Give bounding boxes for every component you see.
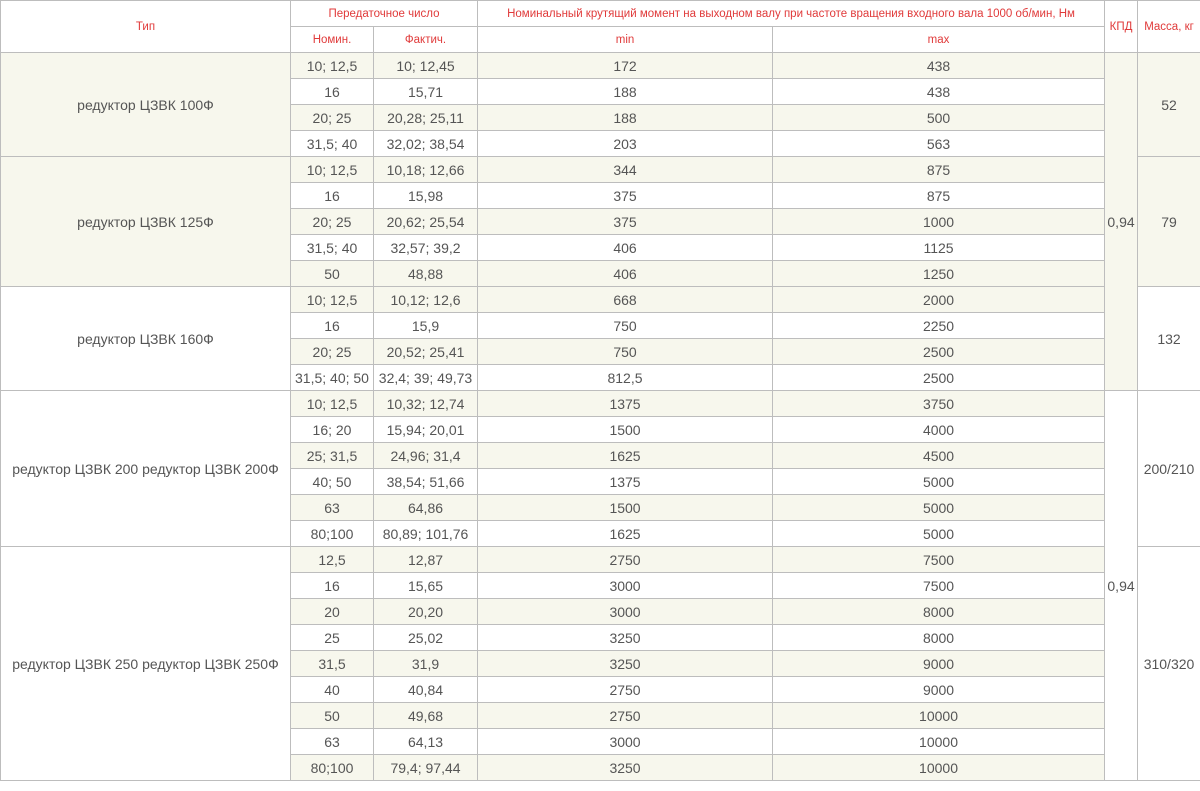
torque-min-cell: 1375: [478, 391, 773, 417]
nominal-ratio-cell: 16: [291, 313, 374, 339]
header-efficiency: КПД: [1105, 1, 1138, 53]
nominal-ratio-cell: 63: [291, 729, 374, 755]
actual-ratio-cell: 32,4; 39; 49,73: [374, 365, 478, 391]
mass-cell: 52: [1138, 53, 1200, 157]
torque-min-cell: 2750: [478, 547, 773, 573]
torque-max-cell: 438: [773, 53, 1105, 79]
nominal-ratio-cell: 31,5; 40; 50: [291, 365, 374, 391]
table-row: [1, 157, 1200, 183]
torque-min-cell: 3250: [478, 755, 773, 781]
torque-max-cell: 5000: [773, 495, 1105, 521]
actual-ratio-cell: 20,20: [374, 599, 478, 625]
torque-min-cell: 3000: [478, 573, 773, 599]
torque-max-cell: 1125: [773, 235, 1105, 261]
torque-max-cell: 7500: [773, 547, 1105, 573]
header-actual: Фактич.: [374, 27, 478, 53]
nominal-ratio-cell: 20; 25: [291, 209, 374, 235]
torque-max-cell: 4000: [773, 417, 1105, 443]
torque-max-cell: 438: [773, 79, 1105, 105]
efficiency-cell: 0,94: [1105, 53, 1138, 391]
actual-ratio-cell: 15,98: [374, 183, 478, 209]
actual-ratio-cell: 32,02; 38,54: [374, 131, 478, 157]
torque-max-cell: 10000: [773, 729, 1105, 755]
torque-min-cell: 375: [478, 183, 773, 209]
header-torque: Номинальный крутящий момент на выходном валу при частоте вращения входного вала 1000 об/мин, Нм: [478, 1, 1105, 27]
header-min: min: [478, 27, 773, 53]
mass-cell: 310/320: [1138, 547, 1200, 781]
nominal-ratio-cell: 10; 12,5: [291, 287, 374, 313]
actual-ratio-cell: 38,54; 51,66: [374, 469, 478, 495]
torque-max-cell: 10000: [773, 755, 1105, 781]
torque-min-cell: 172: [478, 53, 773, 79]
actual-ratio-cell: 10,18; 12,66: [374, 157, 478, 183]
torque-min-cell: 1625: [478, 443, 773, 469]
nominal-ratio-cell: 63: [291, 495, 374, 521]
torque-min-cell: 344: [478, 157, 773, 183]
reducer-type-cell: редуктор ЦЗВК 250 редуктор ЦЗВК 250Ф: [1, 547, 291, 781]
torque-max-cell: 2500: [773, 365, 1105, 391]
nominal-ratio-cell: 50: [291, 261, 374, 287]
actual-ratio-cell: 10,32; 12,74: [374, 391, 478, 417]
nominal-ratio-cell: 20; 25: [291, 339, 374, 365]
torque-min-cell: 812,5: [478, 365, 773, 391]
nominal-ratio-cell: 16: [291, 183, 374, 209]
torque-min-cell: 188: [478, 79, 773, 105]
nominal-ratio-cell: 10; 12,5: [291, 53, 374, 79]
actual-ratio-cell: 49,68: [374, 703, 478, 729]
nominal-ratio-cell: 80;100: [291, 521, 374, 547]
actual-ratio-cell: 12,87: [374, 547, 478, 573]
torque-min-cell: 1500: [478, 495, 773, 521]
table-row: [1, 287, 1200, 313]
reducer-type-cell: редуктор ЦЗВК 125Ф: [1, 157, 291, 287]
nominal-ratio-cell: 10; 12,5: [291, 157, 374, 183]
torque-max-cell: 2000: [773, 287, 1105, 313]
torque-min-cell: 1625: [478, 521, 773, 547]
nominal-ratio-cell: 20: [291, 599, 374, 625]
actual-ratio-cell: 25,02: [374, 625, 478, 651]
torque-max-cell: 5000: [773, 469, 1105, 495]
torque-min-cell: 406: [478, 235, 773, 261]
torque-min-cell: 203: [478, 131, 773, 157]
header-max: max: [773, 27, 1105, 53]
reducer-type-cell: редуктор ЦЗВК 160Ф: [1, 287, 291, 391]
torque-min-cell: 668: [478, 287, 773, 313]
torque-min-cell: 1500: [478, 417, 773, 443]
mass-cell: 200/210: [1138, 391, 1200, 547]
torque-min-cell: 2750: [478, 703, 773, 729]
actual-ratio-cell: 31,9: [374, 651, 478, 677]
actual-ratio-cell: 48,88: [374, 261, 478, 287]
torque-min-cell: 1375: [478, 469, 773, 495]
nominal-ratio-cell: 12,5: [291, 547, 374, 573]
torque-min-cell: 750: [478, 339, 773, 365]
nominal-ratio-cell: 16: [291, 79, 374, 105]
torque-min-cell: 750: [478, 313, 773, 339]
actual-ratio-cell: 80,89; 101,76: [374, 521, 478, 547]
torque-max-cell: 875: [773, 157, 1105, 183]
header-type: Тип: [1, 1, 291, 53]
actual-ratio-cell: 15,71: [374, 79, 478, 105]
torque-max-cell: 9000: [773, 651, 1105, 677]
nominal-ratio-cell: 20; 25: [291, 105, 374, 131]
nominal-ratio-cell: 25; 31,5: [291, 443, 374, 469]
torque-max-cell: 3750: [773, 391, 1105, 417]
nominal-ratio-cell: 40: [291, 677, 374, 703]
header-gear-ratio: Передаточное число: [291, 1, 478, 27]
torque-max-cell: 10000: [773, 703, 1105, 729]
nominal-ratio-cell: 31,5; 40: [291, 131, 374, 157]
reducer-type-cell: редуктор ЦЗВК 200 редуктор ЦЗВК 200Ф: [1, 391, 291, 547]
actual-ratio-cell: 64,13: [374, 729, 478, 755]
actual-ratio-cell: 15,94; 20,01: [374, 417, 478, 443]
torque-max-cell: 1250: [773, 261, 1105, 287]
header-mass: Масса, кг: [1138, 1, 1200, 53]
torque-min-cell: 188: [478, 105, 773, 131]
torque-min-cell: 3250: [478, 625, 773, 651]
mass-cell: 132: [1138, 287, 1200, 391]
actual-ratio-cell: 20,28; 25,11: [374, 105, 478, 131]
efficiency-cell: 0,94: [1105, 391, 1138, 781]
nominal-ratio-cell: 40; 50: [291, 469, 374, 495]
actual-ratio-cell: 20,62; 25,54: [374, 209, 478, 235]
torque-max-cell: 8000: [773, 599, 1105, 625]
torque-max-cell: 4500: [773, 443, 1105, 469]
torque-max-cell: 1000: [773, 209, 1105, 235]
torque-min-cell: 406: [478, 261, 773, 287]
actual-ratio-cell: 40,84: [374, 677, 478, 703]
actual-ratio-cell: 10; 12,45: [374, 53, 478, 79]
torque-max-cell: 5000: [773, 521, 1105, 547]
torque-min-cell: 3000: [478, 729, 773, 755]
actual-ratio-cell: 20,52; 25,41: [374, 339, 478, 365]
torque-max-cell: 875: [773, 183, 1105, 209]
torque-max-cell: 7500: [773, 573, 1105, 599]
torque-max-cell: 9000: [773, 677, 1105, 703]
torque-max-cell: 2500: [773, 339, 1105, 365]
torque-max-cell: 2250: [773, 313, 1105, 339]
table-row: [1, 53, 1200, 79]
nominal-ratio-cell: 31,5: [291, 651, 374, 677]
torque-max-cell: 500: [773, 105, 1105, 131]
nominal-ratio-cell: 16: [291, 573, 374, 599]
torque-max-cell: 563: [773, 131, 1105, 157]
header-row: [1, 1, 1200, 27]
reducer-type-cell: редуктор ЦЗВК 100Ф: [1, 53, 291, 157]
actual-ratio-cell: 32,57; 39,2: [374, 235, 478, 261]
torque-min-cell: 375: [478, 209, 773, 235]
torque-min-cell: 3250: [478, 651, 773, 677]
nominal-ratio-cell: 80;100: [291, 755, 374, 781]
nominal-ratio-cell: 10; 12,5: [291, 391, 374, 417]
nominal-ratio-cell: 50: [291, 703, 374, 729]
actual-ratio-cell: 15,9: [374, 313, 478, 339]
torque-min-cell: 2750: [478, 677, 773, 703]
nominal-ratio-cell: 25: [291, 625, 374, 651]
table-row: [1, 391, 1200, 417]
mass-cell: 79: [1138, 157, 1200, 287]
actual-ratio-cell: 24,96; 31,4: [374, 443, 478, 469]
actual-ratio-cell: 15,65: [374, 573, 478, 599]
table-row: [1, 547, 1200, 573]
header-nominal: Номин.: [291, 27, 374, 53]
torque-min-cell: 3000: [478, 599, 773, 625]
actual-ratio-cell: 10,12; 12,6: [374, 287, 478, 313]
table-body: [1, 53, 1200, 781]
actual-ratio-cell: 79,4; 97,44: [374, 755, 478, 781]
actual-ratio-cell: 64,86: [374, 495, 478, 521]
nominal-ratio-cell: 31,5; 40: [291, 235, 374, 261]
torque-max-cell: 8000: [773, 625, 1105, 651]
nominal-ratio-cell: 16; 20: [291, 417, 374, 443]
